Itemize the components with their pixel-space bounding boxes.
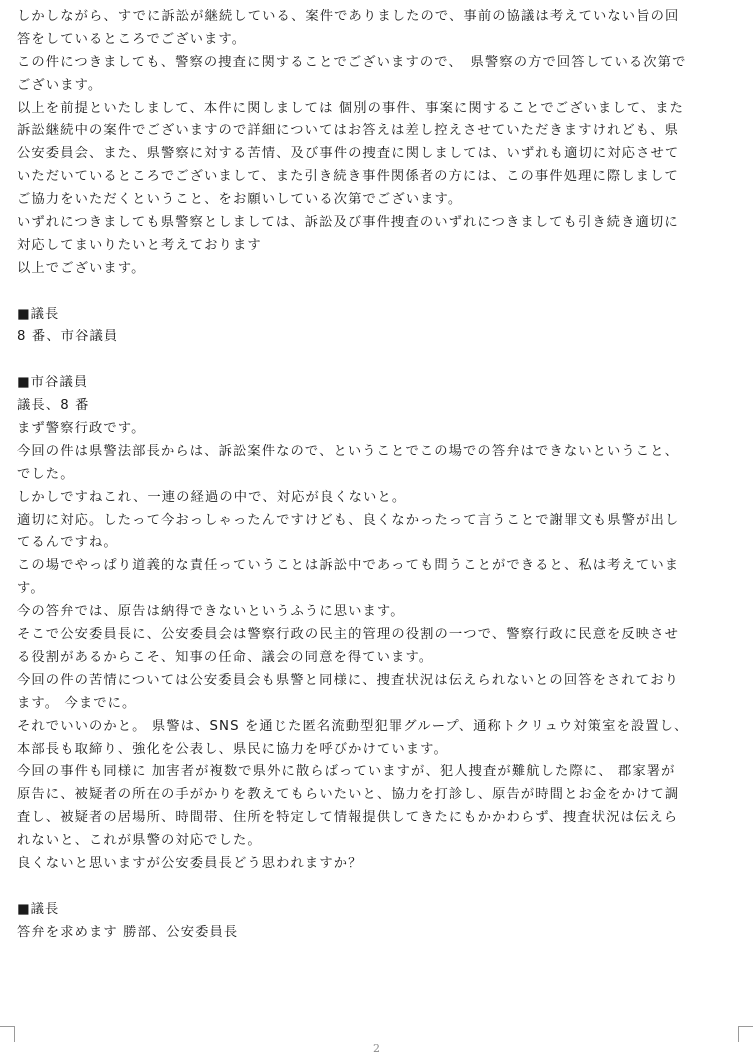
text-line: 以上でございます。 [17, 260, 146, 276]
text-line: まず警察行政です。 [17, 421, 146, 437]
text-line: 良くないと思いますが公安委員長どう思われますか？ [17, 855, 363, 871]
text-line: この場でやっぱり道義的な責任っていうことは訴訟中であっても問うことができると、私は考えていま [17, 558, 680, 574]
text-line: それでいいのかと。 県警は、SNS を通じた匿名流動型犯罪グループ、通称トクリュウ対策室を設置し、 [17, 718, 689, 734]
speaker-heading: ■議長 [17, 901, 60, 917]
text-line: 以上を前提といたしまして、本件に関しましては 個別の事件、事案に関することでございまして、また [17, 100, 685, 116]
page-number: 2 [373, 1042, 380, 1055]
text-line: この件につきましても、警察の捜査に関することでございますので、 県警察の方で回答している次第で [17, 54, 687, 70]
text-line: す。 [17, 581, 45, 597]
speaker-heading: ■議長 [17, 306, 60, 322]
text-line: 答弁を求めます 勝部、公安委員長 [17, 924, 239, 940]
text-line: る役割があるからこそ、知事の任命、議会の同意を得ています。 [17, 649, 434, 665]
text-line: 今回の事件も同様に 加害者が複数で県外に散らばっていますが、犯人捜査が難航した際に、 郡家署が [17, 764, 676, 780]
text-line: 答をしているところでございます。 [17, 31, 247, 47]
blank-line [17, 876, 739, 899]
text-line: ございます。 [17, 77, 103, 93]
text-line: 今回の件は県警法部長からは、訴訟案件なので、ということでこの場での答弁はできないということ、 [17, 443, 679, 459]
document-body [17, 6, 739, 945]
text-line: いずれにつきましても県警察としましては、訴訟及び事件捜査のいずれにつきましても引き続き適切に [17, 215, 679, 231]
blank-line [17, 281, 739, 304]
text-line: 本部長も取締り、強化を公表し、県民に協力を呼びかけています。 [17, 741, 448, 757]
text-line: でした。 [17, 466, 75, 482]
blank-line [17, 349, 739, 372]
text-line: そこで公安委員長に、公安委員会は警察行政の民主的管理の役割の一つで、警察行政に民意を反映させ [17, 627, 679, 643]
text-line: ます。 今までに。 [17, 695, 137, 711]
text-line: ご協力をいただくということ、をお願いしている次第でございます。 [17, 192, 463, 208]
text-line: 原告に、被疑者の所在の手がかりを教えてもらいたいと、協力を打診し、原告が時間とお金をかけて調 [17, 787, 680, 803]
text-line: 適切に対応。したって今おっしゃったんですけども、良くなかったって言うことで謝罪文も県警が出し [17, 512, 680, 528]
page-corner-mark-right [738, 1026, 753, 1042]
text-line: 8 番、市谷議員 [17, 329, 119, 345]
text-line: しかしですねこれ、一連の経過の中で、対応が良くないと。 [17, 489, 407, 505]
text-line: いただいているところでございまして、また引き続き事件関係者の方には、この事件処理に際しまして [17, 169, 679, 185]
text-line: しかしながら、すでに訴訟が継続している、案件でありましたので、事前の協議は考えていない旨の回 [17, 9, 680, 24]
page-corner-mark-left [0, 1026, 15, 1042]
text-line: 今回の件の苦情については公安委員会も県警と同様に、捜査状況は伝えられないとの回答をされており [17, 672, 679, 688]
text-line: 公安委員会、また、県警察に対する苦情、及び事件の捜査に関しましては、いずれも適切に対応させて [17, 146, 680, 162]
text-line: 査し、被疑者の居場所、時間帯、住所を特定して情報提供してきたにもかかわらず、捜査状況は伝えら [17, 810, 679, 826]
text-line: 訴訟継続中の案件でございますので詳細についてはお答えは差し控えさせていただきますけれども、県 [17, 123, 679, 139]
text-line: 今の答弁では、原告は納得できないというふうに思います。 [17, 604, 405, 620]
text-line: 対応してまいりたいと考えております [17, 237, 262, 253]
speaker-heading: ■市谷議員 [17, 375, 89, 391]
text-line: 議長、8 番 [17, 398, 90, 414]
text-line: てるんですね。 [17, 535, 118, 551]
text-line: れないと、これが県警の対応でした。 [17, 833, 262, 849]
